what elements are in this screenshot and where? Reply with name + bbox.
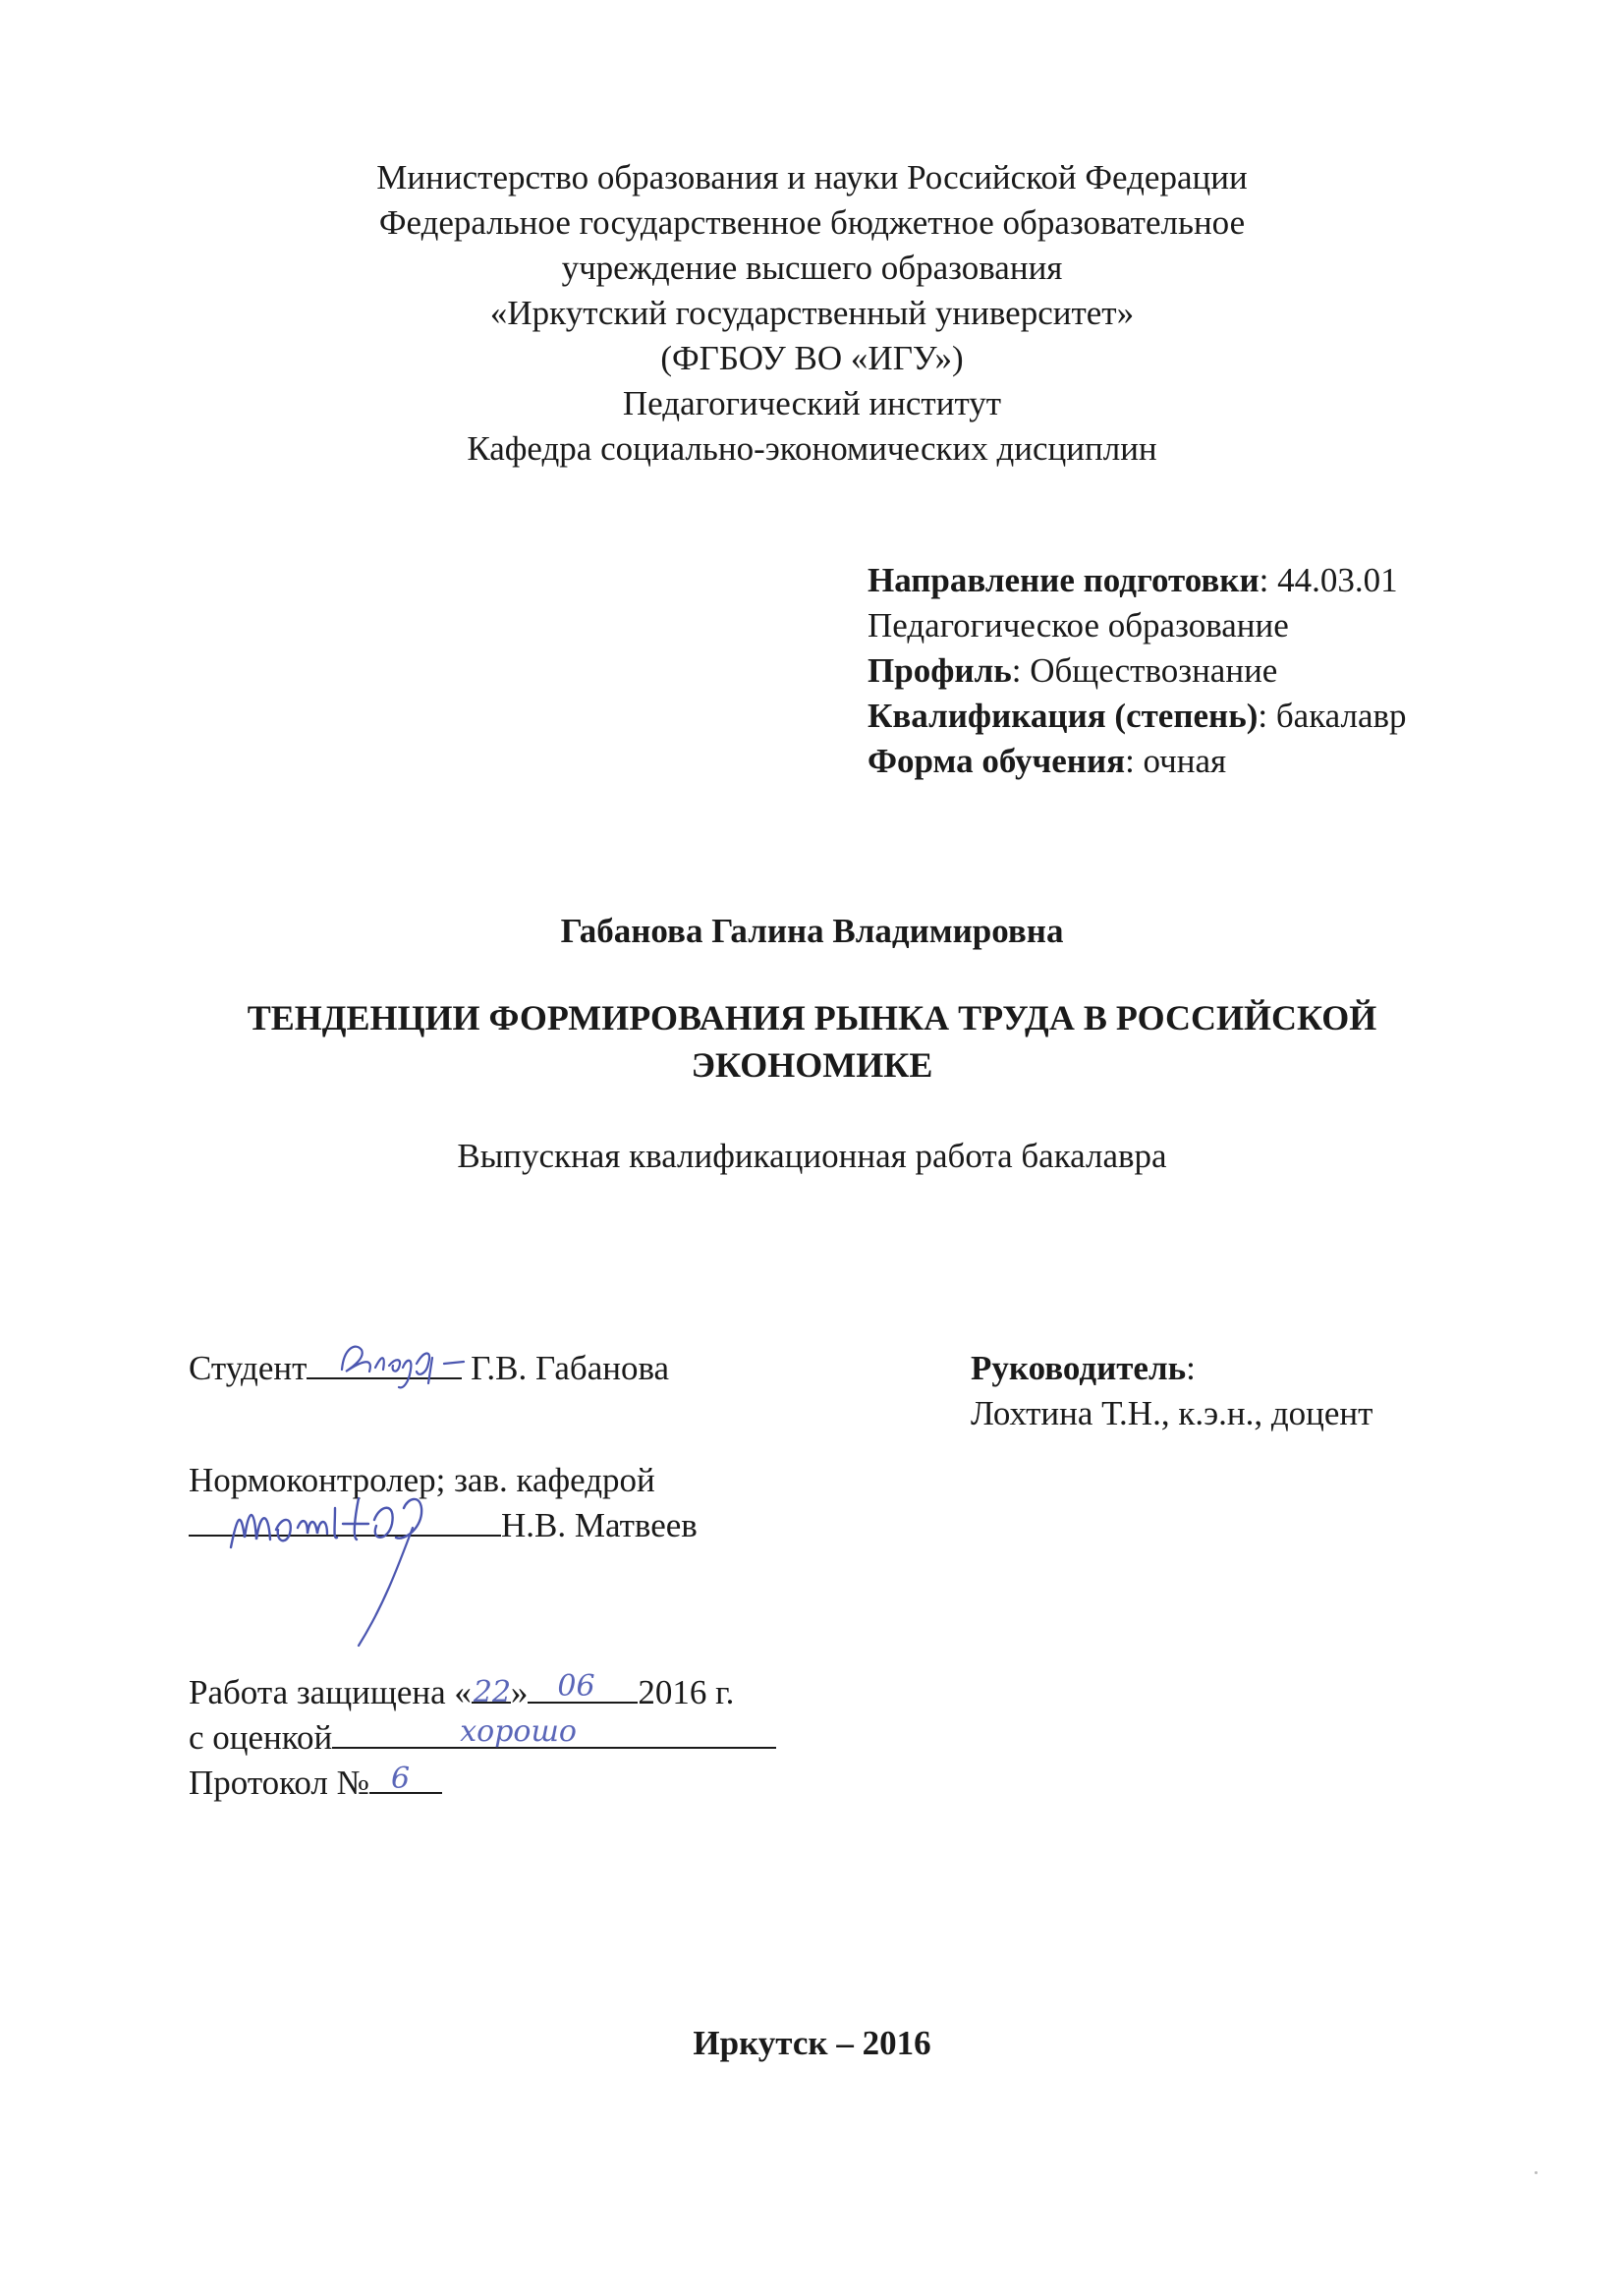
- header-line-ministry: Министерство образования и науки Российской Федерации: [376, 158, 1248, 196]
- defense-block: [189, 1670, 776, 1806]
- normcontrol-label: Нормоконтролер; зав. кафедрой: [189, 1461, 655, 1499]
- profile-label: Профиль: [868, 651, 1012, 690]
- defense-month: 06: [557, 1669, 595, 1704]
- student-signature: [334, 1328, 481, 1397]
- profile-value: : Обществознание: [1011, 651, 1278, 690]
- header-line-institution: учреждение высшего образования: [561, 249, 1063, 287]
- work-type: Выпускная квалификационная работа бакалавра: [457, 1137, 1167, 1175]
- city-year: Иркутск – 2016: [693, 2024, 931, 2062]
- qualification-line: [868, 694, 1407, 739]
- header-line-department: Кафедра социально-экономических дисциплин: [467, 429, 1157, 468]
- defense-day-field: [472, 1670, 512, 1709]
- thesis-title-line-2: ЭКОНОМИКЕ: [691, 1045, 933, 1085]
- defense-mid: »: [510, 1673, 529, 1711]
- defense-month-field: [528, 1670, 638, 1704]
- grade-field: [332, 1715, 776, 1749]
- student-name: Г.В. Габанова: [471, 1349, 670, 1387]
- header-line-university: «Иркутский государственный университет»: [489, 294, 1135, 332]
- supervisor-title: [971, 1346, 1372, 1391]
- author-name: Габанова Галина Владимировна: [560, 912, 1064, 950]
- scan-speck: [1535, 2171, 1538, 2174]
- thesis-title-line-1: ТЕНДЕНЦИИ ФОРМИРОВАНИЯ РЫНКА ТРУДА В РОССИЙСКОЙ: [247, 998, 1377, 1037]
- form-value: : очная: [1125, 742, 1227, 780]
- student-label: Студент: [189, 1349, 308, 1387]
- profile-line: [868, 648, 1407, 694]
- protocol-number: 6: [391, 1762, 411, 1796]
- defense-year: 2016 г.: [638, 1673, 735, 1711]
- grade-line: [189, 1715, 776, 1761]
- direction-value-2: Педагогическое образование: [868, 606, 1289, 644]
- study-info: [868, 558, 1407, 784]
- normcontrol-signature: [211, 1469, 506, 1651]
- supervisor-name: Лохтина Т.Н., к.э.н., доцент: [971, 1394, 1373, 1432]
- qualification-value: : бакалавр: [1258, 697, 1407, 735]
- supervisor-colon: :: [1186, 1349, 1196, 1387]
- supervisor-block: [971, 1346, 1372, 1436]
- form-label: Форма обучения: [868, 742, 1126, 780]
- thesis-title: [0, 994, 1624, 1089]
- protocol-label: Протокол №: [189, 1764, 370, 1802]
- institution-header: [0, 155, 1624, 472]
- header-line-abbreviation: (ФГБОУ ВО «ИГУ»): [660, 339, 964, 377]
- direction-line: [868, 558, 1407, 603]
- header-line-institute: Педагогический институт: [622, 384, 1002, 422]
- header-line-federal: Федеральное государственное бюджетное образовательное: [378, 203, 1246, 242]
- normcontrol-name: Н.В. Матвеев: [501, 1506, 698, 1544]
- defense-prefix: Работа защищена «: [189, 1673, 472, 1711]
- direction-label: Направление подготовки: [868, 561, 1260, 599]
- form-line: [868, 739, 1407, 784]
- qualification-label: Квалификация (степень): [868, 697, 1259, 735]
- protocol-field: [369, 1761, 442, 1794]
- direction-value: : 44.03.01: [1259, 561, 1398, 599]
- grade-label: с оценкой: [189, 1718, 333, 1757]
- supervisor-label: Руководитель: [971, 1349, 1187, 1387]
- grade-value: хорошо: [460, 1714, 577, 1749]
- protocol-line: [189, 1761, 776, 1806]
- defense-day: 22: [473, 1675, 512, 1709]
